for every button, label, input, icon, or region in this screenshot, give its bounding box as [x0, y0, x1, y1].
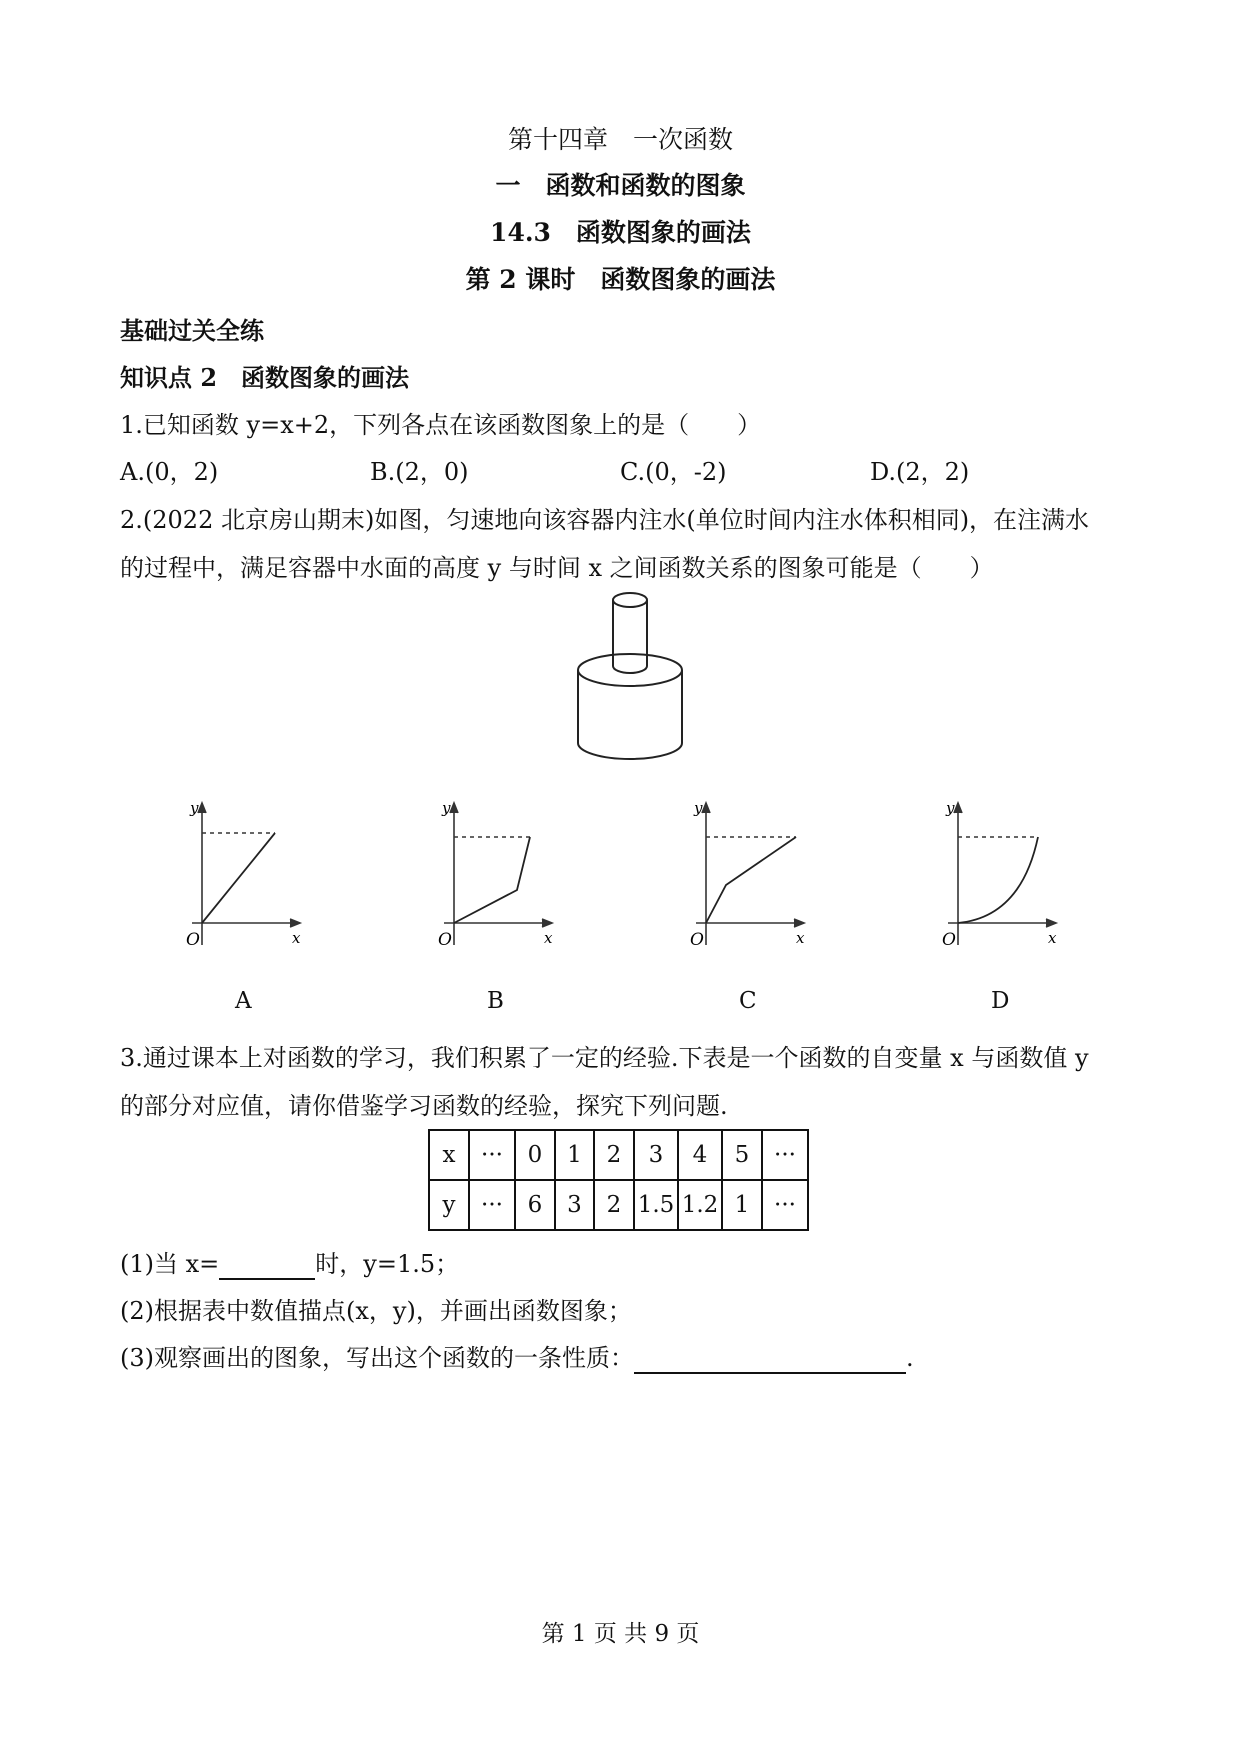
table-cell: 0: [515, 1130, 555, 1180]
container-illustration: [570, 588, 690, 768]
table-cell: 3: [634, 1130, 678, 1180]
table-row-x: [429, 1130, 808, 1180]
graph-a-x-label: x: [292, 929, 301, 947]
table-cell: 4: [678, 1130, 722, 1180]
table-cell: 1: [722, 1180, 762, 1230]
section-title: 一 函数和函数的图象: [495, 171, 746, 200]
q2-stem-line2: 的过程中，满足容器中水面的高度 y 与时间 x 之间函数关系的图象可能是（ ）: [120, 554, 994, 582]
lesson-title: 第 2 课时 函数图象的画法: [465, 265, 776, 294]
chapter-title: 第十四章 一次函数: [507, 125, 733, 154]
q3-stem-line1: 3.通过课本上对函数的学习，我们积累了一定的经验.下表是一个函数的自变量 x 与函数值 y: [120, 1044, 1089, 1072]
graph-b-label: B: [487, 988, 504, 1014]
table-cell: 2: [594, 1130, 634, 1180]
graph-c-y-label: y: [694, 799, 703, 817]
practice-title: 基础过关全练: [120, 316, 264, 345]
graph-c-label: C: [739, 988, 757, 1014]
table-row-y: [429, 1180, 808, 1230]
q3-part3-suffix: .: [906, 1344, 914, 1372]
graph-c-x-label: x: [796, 929, 805, 947]
table-cell: 1.5: [634, 1180, 678, 1230]
table-cell: x: [429, 1130, 469, 1180]
graph-b-x-label: x: [544, 929, 553, 947]
page-footer: 第 1 页 共 9 页: [541, 1621, 700, 1647]
q1-option-c: C.(0，-2): [620, 458, 727, 486]
graph-b-y-label: y: [442, 799, 451, 817]
q3-part3-prefix: (3)观察画出的图象，写出这个函数的一条性质：: [120, 1344, 634, 1372]
value-table: [428, 1129, 809, 1231]
q3-part1: [120, 1244, 459, 1280]
table-cell: 5: [722, 1130, 762, 1180]
table-cell: 6: [515, 1180, 555, 1230]
table-cell: ···: [469, 1180, 515, 1230]
graph-d-origin-label: O: [942, 930, 956, 950]
graph-a-label: A: [235, 988, 252, 1014]
table-cell: y: [429, 1180, 469, 1230]
graph-c-origin-label: O: [690, 930, 704, 950]
q2-stem-line1: 2.(2022 北京房山期末)如图，匀速地向该容器内注水(单位时间内注水体积相同)，在注满水: [120, 506, 1090, 534]
graph-d-x-label: x: [1048, 929, 1057, 947]
graph-d: [936, 795, 1066, 955]
graph-a-y-label: y: [190, 799, 199, 817]
knowledge-point-title: 知识点 2 函数图象的画法: [120, 363, 410, 392]
q3-part2: (2)根据表中数值描点(x，y)，并画出函数图象；: [120, 1297, 632, 1325]
table-cell: 1.2: [678, 1180, 722, 1230]
table-cell: ···: [762, 1130, 808, 1180]
table-cell: ···: [469, 1130, 515, 1180]
q3-part3-answer-blank[interactable]: [634, 1344, 906, 1374]
q1-option-a: A.(0，2): [120, 458, 219, 486]
graph-d-y-label: y: [946, 799, 955, 817]
subsection-title: 14.3 函数图象的画法: [490, 218, 751, 247]
graph-d-label: D: [991, 988, 1010, 1014]
graph-c: [684, 795, 814, 955]
table-cell: 1: [555, 1130, 594, 1180]
q3-part1-answer-blank[interactable]: [219, 1250, 315, 1280]
graph-b-origin-label: O: [438, 930, 452, 950]
q1-option-b: B.(2，0): [370, 458, 469, 486]
q3-part1-suffix: 时，y=1.5；: [315, 1250, 460, 1278]
graph-a-origin-label: O: [186, 930, 200, 950]
graph-b: [432, 795, 562, 955]
table-cell: ···: [762, 1180, 808, 1230]
q3-part1-prefix: (1)当 x=: [120, 1250, 220, 1278]
table-cell: 3: [555, 1180, 594, 1230]
q3-part3: [120, 1338, 914, 1374]
q1-stem: 1.已知函数 y=x+2，下列各点在该函数图象上的是（ ）: [120, 411, 762, 439]
graph-a: [180, 795, 310, 955]
table-cell: 2: [594, 1180, 634, 1230]
q1-option-d: D.(2，2): [870, 458, 970, 486]
q3-stem-line2: 的部分对应值，请你借鉴学习函数的经验，探究下列问题.: [120, 1092, 728, 1120]
